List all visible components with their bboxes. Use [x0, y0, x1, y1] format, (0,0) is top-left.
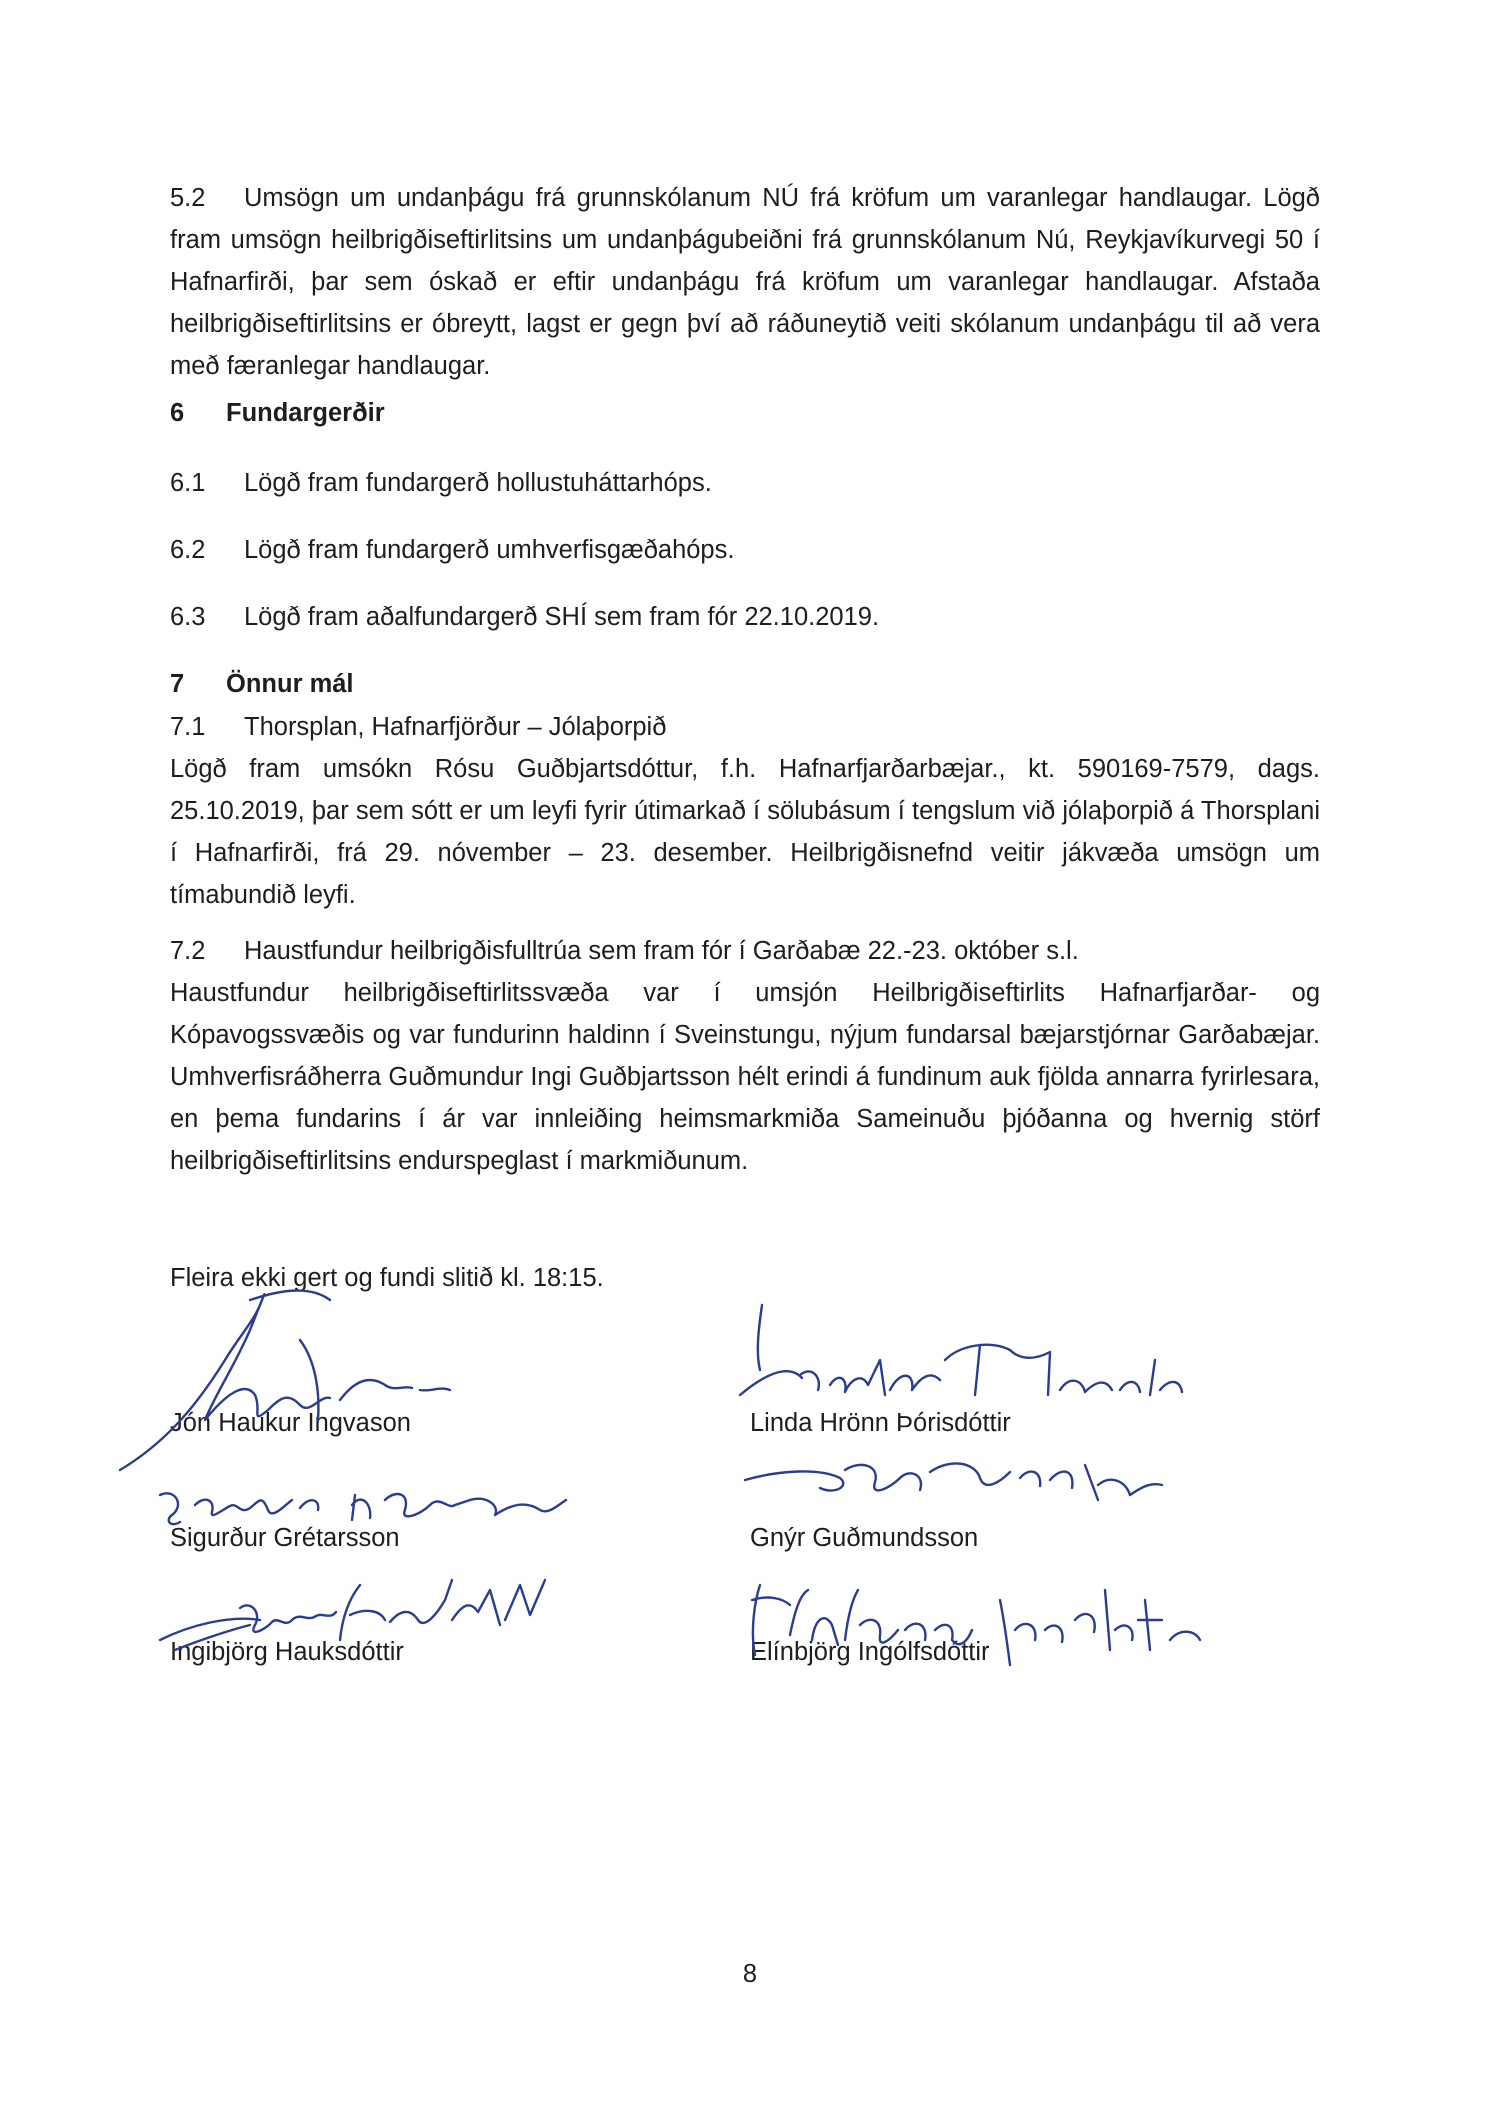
signatory-left-1: Jón Haukur Ingvason [170, 1409, 411, 1437]
item-6-2-text: Lögð fram fundargerð umhverfisgæðahóps. [244, 536, 735, 564]
signature-sigurdur [160, 1493, 566, 1524]
item-6-1-number: 6.1 [170, 469, 206, 497]
section-7-number: 7 [170, 670, 185, 698]
item-7-1-heading [170, 706, 1320, 748]
item-7-1-number: 7.1 [170, 713, 206, 741]
section-5-2-body: Lögð fram umsögn heilbrigðiseftirlitsins um undanþágubeiðni frá grunnskólanum Nú, Reykjavíkurvegi 50 í Hafnarfirði, þar sem óskað er eftir undanþágu frá kröfum um varanlegar handlaugar. Afstaða heilbrigðiseftirlitsins er óbreytt, lagst er gegn því að ráðuneytið veiti skólanum undanþágu til að vera með færanlegar handlaugar. [170, 184, 1320, 380]
closing-line: Fleira ekki gert og fundi slitið kl. 18:15. [170, 1264, 604, 1292]
section-7-heading [170, 663, 1320, 705]
signature-gnyr [745, 1463, 1162, 1500]
section-6-heading [170, 392, 1320, 434]
item-7-2 [170, 930, 1320, 1182]
item-6-2 [170, 529, 1320, 571]
signature-linda [740, 1305, 1182, 1395]
item-6-2-number: 6.2 [170, 536, 206, 564]
item-7-2-title: Haustfundur heilbrigðisfulltrúa sem fram fór í Garðabæ 22.-23. október s.l. [244, 937, 1079, 965]
section-7-title: Önnur mál [226, 670, 354, 698]
signatory-right-2: Gnýr Guðmundsson [750, 1524, 979, 1552]
item-6-3-number: 6.3 [170, 603, 206, 631]
item-7-1-title: Thorsplan, Hafnarfjörður – Jólaþorpið [244, 713, 667, 741]
item-7-1-body: Lögð fram umsókn Rósu Guðbjartsdóttur, f.h. Hafnarfjarðarbæjar., kt. 590169-7579, dags. 25.10.2019, þar sem sótt er um leyfi fyrir útimarkað í sölubásum í tengslum við jólaþorpið á Thorsplani í Hafnarfirði, frá 29. nóvember – 23. desember. Heilbrigðisnefnd veitir jákvæða umsögn um tímabundið leyfi. [170, 755, 1320, 909]
section-6-number: 6 [170, 399, 185, 427]
item-7-2-body: Haustfundur heilbrigðiseftirlitssvæða var í umsjón Heilbrigðiseftirlits Hafnarfjarðar- og Kópavogssvæðis og var fundurinn haldinn í Sveinstungu, nýjum fundarsal bæjarstjórnar Garðabæjar. Umhverfisráðherra Guðmundur Ingi Guðbjartsson hélt erindi á fundinum auk fjölda annarra fyrirlesara, en þema fundarins í ár var innleiðing heimsmarkmiða Sameinuðu þjóðanna og hvernig störf heilbrigðiseftirlitsins endurspeglast í markmiðunum. [170, 979, 1320, 1175]
signatory-right-1: Linda Hrönn Þórisdóttir [750, 1409, 1011, 1437]
section-5-2-number: 5.2 [170, 184, 206, 212]
signatory-left-2: Sigurður Grétarsson [170, 1524, 400, 1552]
item-6-3-text: Lögð fram aðalfundargerð SHÍ sem fram fór 22.10.2019. [244, 603, 880, 631]
section-6-title: Fundargerðir [226, 399, 385, 427]
item-6-1-text: Lögð fram fundargerð hollustuháttarhóps. [244, 469, 712, 497]
signatory-left-3: Ingibjörg Hauksdóttir [170, 1638, 404, 1666]
item-7-2-heading [170, 930, 1320, 972]
item-7-2-number: 7.2 [170, 937, 206, 965]
signature-jon-haukur [120, 1291, 450, 1470]
item-6-1 [170, 462, 1320, 504]
signatory-right-3: Elínbjörg Ingólfsdóttir [750, 1638, 990, 1666]
page-number: 8 [742, 1960, 758, 1988]
item-6-3 [170, 596, 1320, 638]
section-5-2-title: Umsögn um undanþágu frá grunnskólanum NÚ frá kröfum um varanlegar handlaugar. [244, 184, 1253, 212]
section-5-2 [170, 177, 1320, 387]
item-7-1 [170, 706, 1320, 916]
